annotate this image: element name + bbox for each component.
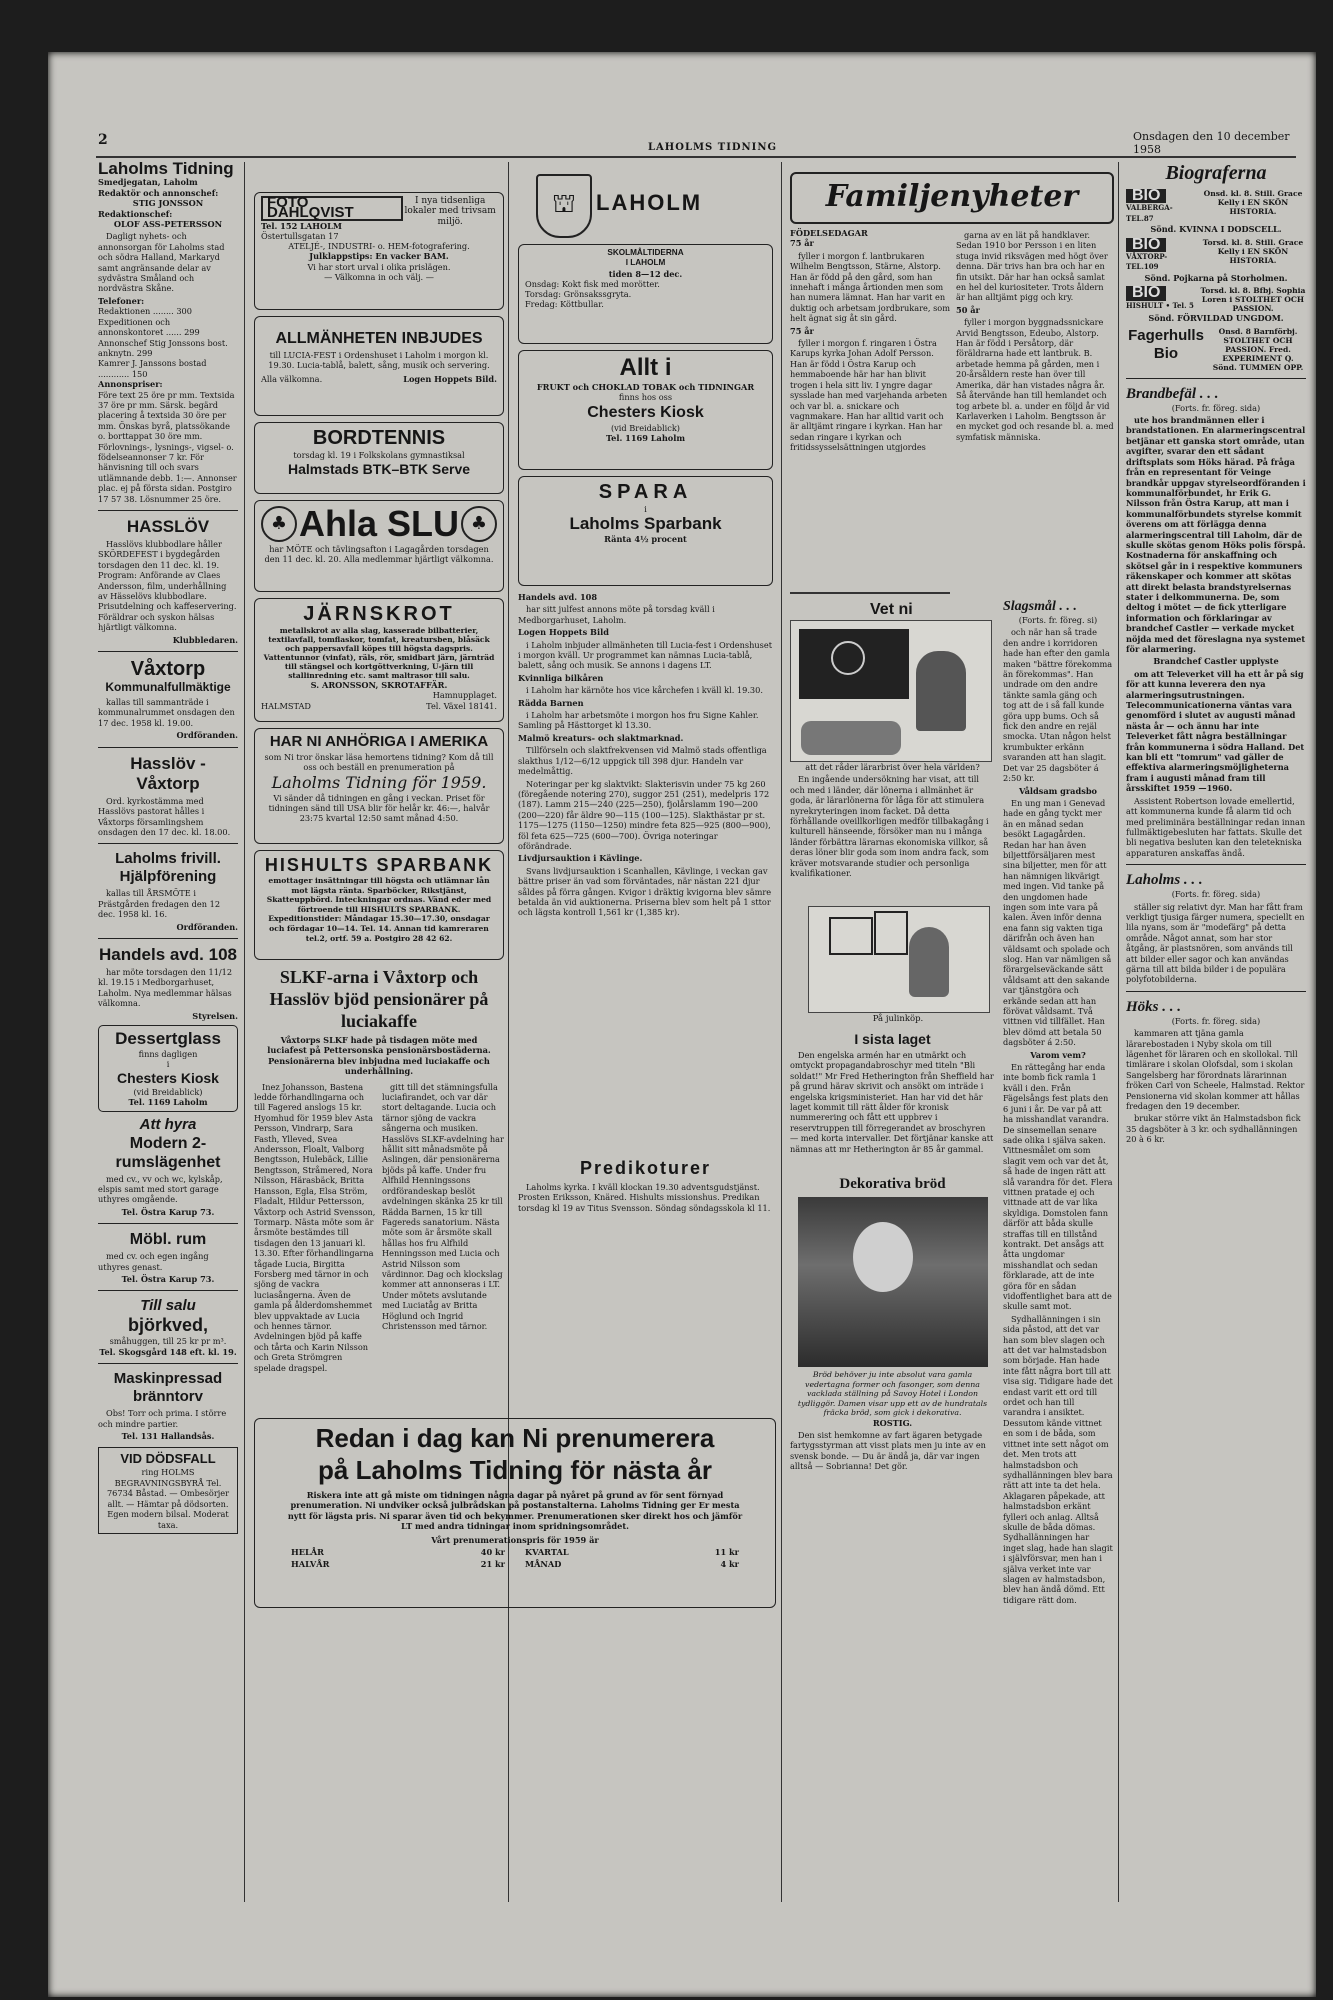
ahla-ad	[254, 500, 504, 592]
handels3-heading: Handels avd. 108	[518, 592, 598, 602]
woman-bread-photo	[798, 1197, 988, 1367]
vaxtorp-sign: Ordföranden.	[176, 730, 238, 741]
hoks-sub: (Forts. fr. föreg. sida)	[1171, 1015, 1261, 1026]
fod75-2-text: fyller i morgon f. ringaren i Östra Karups kyrka Johan Adolf Persson. Han är född i Östra Karup och hemmaboende här har han blivit trogen i hela sitt liv. I yngre dagar sysslade han med varjehanda arbeten och var bl. a. snickare och vagnmakare. Han har alltid varit och är alltjämt ringare i kyrkan. Han har sedan ringare i kyrkan och fritidssysselsättningen utgjordes	[790, 338, 948, 453]
dateline: Onsdagen den 10 december 1958	[1133, 130, 1290, 156]
hasslov-heading: HASSLÖV	[126, 517, 210, 536]
gift-box-icon	[874, 911, 908, 955]
valds-heading: Våldsam gradsbo	[1018, 785, 1098, 796]
dekor-caption: Bröd behöver ju inte absolut vara gamla vedertagna former och fasonger, som denna vacklada ställning på Savoy Hotel i London tydliggör. Damen visar upp ett av de hundratals fräcka bröd, som gick i dekorativa.	[797, 1370, 988, 1417]
hishult-heading: HISHULTS SPARBANK	[264, 855, 494, 875]
logen-heading: Logen Hoppets Bild	[518, 627, 609, 638]
column-rule	[781, 162, 782, 1902]
dessert-addr: (vid Breidablick)	[133, 1086, 203, 1097]
phone-line: Annonschef Stig Jonssons bost. anknytn. 299	[98, 337, 228, 358]
dodsfall-ad	[98, 1447, 238, 1533]
laholms-text: ställer sig relativt dyr. Man har fått fram verkligt tjusiga färger numera, speciellt en lila nyans, som är "modefärg" på detta område. Något annat, som har stor åtgång, är plastsnören, som används till att bilder eller sagor och kan användas gärna till att bilda bilder i de populära polyfotobilderna.	[1126, 901, 1305, 985]
dahlqvist-line2: Julklappstips: En vacker BAM.	[309, 251, 449, 262]
hishult-ad	[254, 850, 504, 960]
address: Smedjegatan, Laholm	[98, 177, 198, 188]
bio-listing	[1126, 235, 1306, 273]
column-rule	[508, 162, 509, 1902]
rostig-heading: ROSTIG.	[872, 1417, 913, 1428]
divider	[98, 938, 238, 939]
robertson-text: Assistent Robertson lovade emellertid, att kommunerna kunde få alarm tid och med preliminära beställningar redan innan fullmäktigebesluten har fattats. Skulle det bli negativa besluten kan den teletekniska apparaturen anskaffas ändå.	[1126, 795, 1306, 858]
dekor-heading: Dekorativa bröd	[839, 1176, 946, 1192]
castler-text: om att Televerket vill ha ett år på sig för att kunna leverera den nya alarmeringsutrustningen. Telecommunicationerna väntas vara genomförd i slutet av augusti månad nästa år — och ännu har inte Televerket fått några beställningar från kommunerna i södra Halland. Det kan bli ett "tomrum" vad gäller de effektiva alarmeringsmöjligheterna fram i augusti månad fram till årsskiftet 1959 —1960.	[1126, 668, 1305, 794]
bio3-left: HISHULT • Tel. 5	[1126, 300, 1194, 310]
skol-menu: Onsdag: Kokt fisk med morötter.	[525, 278, 660, 289]
divider	[98, 510, 238, 511]
allt-addr: (vid Breidablick)	[610, 422, 681, 433]
dessert-sub: finns dagligen	[138, 1048, 198, 1059]
julinkop-illustration	[808, 906, 990, 1013]
mobl-heading: Möbl. rum	[129, 1231, 207, 1249]
slag-text: och när han så trade den andre i korridoren hade han efter den gamla maken "bättre förekomma än förekommas". Han undrade om den andre tänkte samla gäng och tog att de i så fall kunde göra upp bums. Och så fick den andre en rejäl smocka. Utan någon helst krumbukter erkänn svaranden att han slagit. Det var 25 dagsböter á 2:50 kr.	[1003, 627, 1113, 784]
dahlqvist-tel: Tel. 152 LAHOLM	[261, 220, 342, 231]
frivill-text: kallas till ÅRSMÖTE i Prästgården fredagen den 12 dec. 1958 kl. 16.	[98, 888, 221, 920]
bio2-right: Torsd. kl. 8. Still. Grace Kelly i EN SKÖN HISTORIA.	[1202, 237, 1304, 265]
fod-right-text: garna av en lät på handklaver. Sedan 1910 bor Persson i en liten stuga invid riksvägen med högt över denna. Där trivs han bra och har en fin utsikt. Där har han också samlat en hel del kuriositeter. Trots åldern är han alltjämt pigg och kry.	[956, 230, 1108, 303]
bordtennis-match: Halmstads BTK–BTK Serve	[287, 461, 471, 478]
salu-big: björkved,	[127, 1315, 209, 1336]
ahla-heading: Ahla SLU	[298, 503, 459, 544]
fod-heading: FÖDELSEDAGAR	[790, 228, 868, 238]
hasslov-sign: Klubbledaren.	[172, 634, 238, 645]
bordtennis-heading: BORDTENNIS	[312, 427, 446, 449]
newspaper-page	[48, 52, 1316, 1997]
jarnskrot-heading: JÄRNSKROT	[303, 603, 455, 625]
hoks-text: kammaren att tjäna gamla lärarebostaden i Nyby skola om till lägenhet för läraren och en skollokal. Till timlärare i skolan Olofsdal, som i skolan Sangelsberg har förordnats lärarinnan fröken Carl von Scheele, Halmstad. Rektor Pensionerna vid skolan kommer att hållas fredagen den 19 december.	[1126, 1028, 1305, 1112]
allt-tel: Tel. 1169 Laholm	[605, 432, 686, 443]
bordtennis-text: torsdag kl. 19 i Folkskolans gymnastiksal	[293, 450, 465, 460]
redan-price-table	[291, 1547, 739, 1569]
price-value: 21 kr	[480, 1558, 505, 1569]
face-icon	[853, 1222, 913, 1292]
bottom-text: brukar större vikt än Halmstadsbon fick 35 dagsböter à 3 kr. och sydhallänningen 20 à 6 kr.	[1126, 1113, 1301, 1145]
vetni-heading: Vet ni	[870, 601, 913, 618]
dahlqvist-ad	[254, 192, 504, 310]
laholm-crest	[536, 174, 592, 238]
laholms-heading: Laholms . . .	[1126, 872, 1203, 889]
frivill-heading: Laholms frivill. Hjälpförening	[115, 850, 221, 886]
bio1-left: VALBERGA-TEL.87	[1126, 203, 1173, 223]
castler-heading: Brandchef Castler upplyste	[1153, 656, 1279, 667]
dahlqvist-addr: Östertullsgatan 17	[261, 230, 339, 241]
fod75-1-heading: 75 år	[790, 238, 814, 249]
slkf-article	[254, 966, 504, 1406]
salu-tel: Tel. Skogsgård 148 eft. kl. 19.	[99, 1346, 237, 1357]
price-label: HELÅR	[291, 1547, 324, 1558]
boy-icon	[909, 927, 949, 997]
livd-heading: Livdjursauktion i Kävlinge.	[518, 853, 643, 864]
prenumerera-ad	[254, 1418, 776, 1608]
amerika-text2: Vi sänder då tidningen en gång i veckan. Priset för tidningen sänd till USA blir för helår kr. 46:—, halvår 23:75 kvartal 12:50 samt månad 4:50.	[268, 792, 490, 824]
varom-text: En rättegång har enda inte bomb fick ramla 1 kväll i den. Från Fägelsångs fest plats den 6 juni i år. De var på att ha misshandlat varandra. De sinsemellan senare sade olika i själva saken. Vittnesmålet om som slagit vem och var det åt, så hade de ingen rätt att slå varandra för det. Flera vittnen pratade ej och vittnade att de var lika skyldiga. Domstolen fann därför att båda skulle straffas till en tillstånd kontrakt. Det ansågs att åtta ungdomar misshandlat och sedan förklarade, att de inte göra för en sådan vidoffentlighet bara att de skulle samt mot.	[1003, 1062, 1113, 1312]
familjenyheter-heading: Familjenyheter	[825, 179, 1079, 214]
divider	[98, 1363, 238, 1364]
editor-label: Redaktör och annonschef:	[98, 187, 219, 198]
dessert-ad	[98, 1025, 238, 1112]
vaxtorp-text: kallas till sammanträde i kommunalrummet onsdagen den 17 dec. 1958 kl. 19.00.	[98, 697, 235, 728]
bio1-right: Onsd. kl. 8. Still. Grace Kelly i EN SKÖN HISTORIA.	[1203, 189, 1303, 216]
skol-date: tiden 8—12 dec.	[608, 268, 683, 279]
inbjudes-sign: Logen Hoppets Bild.	[403, 373, 497, 384]
bio-listing	[1126, 327, 1306, 372]
jarnskrot-text: metallskrot av alla slag, kasserade bilbatterier, textilavfall, tomflaskor, tomfat, kreatursben, blåsäck och pappersavfall köpes till högsta dagspris.	[268, 626, 490, 653]
bio-logo: BIO	[1126, 286, 1166, 300]
globe-icon	[831, 641, 865, 675]
jarnskrot-tel: Tel. Växel 18141.	[426, 700, 497, 711]
mobl-text: med cv. och egen ingång uthyres genast.	[98, 1251, 209, 1272]
phone-line: Kamrer J. Janssons bostad ............ 150	[98, 358, 207, 379]
fodelsedagar-col-b	[956, 228, 1114, 588]
clover-emblem-icon: ♣	[461, 506, 497, 542]
hyra-heading: Att hyra	[139, 1115, 197, 1133]
mask-tel: Tel. 131 Hallandsås.	[121, 1431, 215, 1442]
price-value: 4 kr	[720, 1558, 739, 1569]
jarnskrot-addr: Hamnupplaget.	[432, 690, 497, 701]
sista-laget	[790, 1030, 995, 1170]
mask-text: Obs! Torr och prima. I större och mindre partier.	[98, 1408, 227, 1429]
fod50-heading: 50 år	[956, 304, 980, 315]
bio-logo: BIO	[1126, 238, 1166, 252]
livd-text: Svans livdjursauktion i Scanhallen, Kävlinge, i veckan gav bättre priser än vad som förväntades, när nästan 221 djur såldes på förra gången. Kvigor i dräktig kvigorna blev sämre betalda än vid auktionerna. Priserna blev som helt på 1 sttor och lägsta kontroll 1,561 kr (1,385 kr).	[518, 865, 772, 918]
dodsfall-text: ring HOLMS BEGRAVNINGSBYRÅ Tel. 76734 Båstad. — Ombesörjer allt. — Hämtar på dödsorten. Egen modern bilsal. Moderat taxa.	[106, 1467, 230, 1530]
salu-text: småhuggen, till 25 kr pr m³.	[109, 1336, 227, 1347]
valds-text: En ung man i Genevad hade en gång tyckt mer än en månad sedan besökt Lagagården. Redan har han även biljettförsäljaren mest sina biljetter, men för att han nämnigen likvärigt med ingen. Vid tanke på den ungdomen hade ingen som inte vara på kalen. Även inför denna ena fann sig vakten tiga därifrån och även han väldsamt och spolade och slog. Han var nämligen så förargelseväckande sätt våldsamt att den sakande var tjänstgöra och erkände sedan att han förövat våldsamt. Två vittnen vid tillfället. Han blev dömd att betala 50 dagsböter á 2:50.	[1003, 797, 1112, 1048]
slag-heading: Slagsmål . . .	[1003, 599, 1077, 614]
bio3-right: Torsd. kl. 8. Bfbj. Sophia Loren i STOLTHET OCH PASSION.	[1200, 286, 1306, 314]
pred-text: Laholms kyrka. I kväll klockan 19.30 adventsgudstjänst. Prosten Eriksson, Knäred. Hishults missionshus. Predikan torsdag kl 19 av Titus Svensson. Söndag söndagsskola kl 11.	[518, 1182, 771, 1213]
malmo-text: Tillförseln och slaktfrekvensen vid Malmö stads offentliga slakthus 1/12—6/12 uppgick till 398 djur. Handeln var medelmåttig.	[518, 745, 767, 777]
fod75-1-text: fyller i morgon f. lantbrukaren Wilhelm Bengtsson, Stärne, Alstorp. Han är född på den gård, som han innehaft i många årtionden men som han numera lämnat. Han har varit en duktig och arbetsam jordbrukare, som helt ägnat sig åt sin gård.	[790, 250, 950, 324]
dahlqvist-line3: Vi har stort urval i olika prislägen.	[307, 261, 451, 272]
bio2-left: VÅXTORP-TEL.109	[1126, 252, 1168, 272]
redan-prices-heading: Vårt prenumerationspris för 1959 är	[431, 1535, 599, 1546]
redan-heading-2: på Laholms Tidning för nästa år	[318, 1455, 712, 1485]
malmo-text2: Noteringar per kg slaktvikt: Slakterisvin under 75 kg 260 (föregående notering 270), suggor 251 (251), medelpris 172 (187). Lamm 215—240 (225—250), fjolårslamm 190—200 (200—220) får äldre 90—115 (100—125). Slakthästar pr st. 1175—1275 (1150—1250) mindre feta 825—925 (800—900), föl feta 625—725 (600—700). Övriga noteringar oförändrade.	[518, 778, 771, 851]
amerika-ad	[254, 728, 504, 844]
amerika-heading: HAR NI ANHÖRIGA I AMERIKA	[269, 733, 489, 750]
jarnskrot-ad	[254, 598, 504, 722]
editor-name: STIG JONSSON	[132, 198, 204, 209]
fodelsedagar-col-a	[790, 228, 950, 588]
hoks-heading: Höks . . .	[1126, 998, 1182, 1015]
spara-name: Laholms Sparbank	[569, 514, 722, 534]
rostig-text: Den sist hemkomne av fart ägaren betygade fartygsstyrman att visst plats men ju inte av en svensk bonde. — Du är ändå ja, där var ingen alltså — Sobrianna! Det gör.	[790, 1429, 986, 1472]
dahlqvist-right: I nya tidsenliga lokaler med trivsam miljö.	[404, 196, 496, 227]
column-5	[1003, 598, 1113, 1618]
handels-sign: Styrelsen.	[192, 1010, 238, 1021]
hv-heading: Hasslöv - Våxtorp	[130, 753, 206, 793]
amerika-text: som Ni tror önskar läsa hemortens tidning? Kom då till oss och beställ en prenumeration på	[264, 752, 494, 773]
divider	[98, 747, 238, 748]
vaxtorp-heading: Våxtorp	[130, 658, 206, 681]
slkf-text-left: Inez Johansson, Bastena ledde förhandlingarna och till Fagered anslogs 15 kr. Hyomhud för 1959 blev Asta Persson, Vindrarp, Sara Fasth, Ylleved, Svea Andersson, Floalt, Valborg Bengtsson, Hulebäck, Lillie Bengtsson, Stråmered, Nora Nilsson, Härasbäck, Britta Hansson, Egla, Elsa Ström, Fladalt, Hildur Pettersson, Våxtorp och Astrid Svensson, Tormarp. Nästa möte som är årsmöte bestämdes till tisdagen den 13 januari kl. 13.30. Efter förhandlingarna tågade Lucia, Birgitta Forsberg med tärnor in och sjöng de vackra luciasångerna. Även de gamla på ålderdomshemmet blev uppvaktade av Lucia och hennes tärnor. Avdelningen bjöd på kaffe och tårta och Karin Nilsson och Greta Strömgren spelade dragspel.	[254, 1081, 376, 1373]
skol-menu: Fredag: Köttbullar.	[525, 299, 604, 310]
dessert-kiosk: Chesters Kiosk	[117, 1069, 219, 1086]
julinkop-caption: På julinköp.	[872, 1014, 924, 1024]
dodsfall-heading: VID DÖDSFALL	[120, 1451, 216, 1467]
page-number: 2	[98, 132, 108, 148]
phone-label: Telefoner:	[98, 295, 145, 306]
slkf-text-right: gitt till det stämningsfulla luciafirandet, och var där stort deltagande. Lucia och tärnor sjöng de vackra sångerna och musiken. Hasslövs SLKF-avdelning har hållit sitt månadsmöte på Aslingen, där pensionärerna bjöds på kaffe. Under fru Alfhild Henningssons ordförandeskap beslöt avdelningen skänka 25 kr till Rädda Barnen, 15 kr till Fagereds sanatorium. Nästa möte som är årsmöte skall hållas hos fru Alfhild Henningsson med Lucia och Astrid Nilsson som värdinnor. Dag och klockslag kommer att annonseras i LT. Under mötets avslutande med Luciatåg av Britta Höglund och Ingrid Christensson med tärnor.	[382, 1081, 504, 1331]
radda-text: i Laholm har arbetsmöte i morgon hos fru Signe Kahler. Samling på Hästtorget kl 13.30.	[518, 710, 759, 731]
jarnskrot-firm: S. ARONSSON, SKROTAFFÄR.	[310, 680, 448, 690]
handels-heading: Handels avd. 108	[99, 944, 237, 964]
bio1-sunday: Sönd. KVINNA I DODSCELL.	[1150, 224, 1282, 235]
gift-box-icon	[829, 917, 873, 955]
spara-i: i	[644, 504, 647, 514]
inbjudes-welcome: Alla välkomna.	[261, 373, 323, 384]
brand-heading: Brandbefäl . . .	[1126, 385, 1219, 402]
skol-menu: Torsdag: Grönsakssgryta.	[525, 289, 632, 300]
vetni-caption: att det råder lärarbrist över hela världen?	[805, 762, 980, 772]
varom-heading: Varom vem?	[1030, 1049, 1086, 1060]
handels3-text: har sitt julfest annons möte på torsdag kväll i Medborgarhuset, Laholm.	[518, 604, 715, 625]
salu-heading: Till salu	[140, 1297, 196, 1315]
phone-line: Expeditionen och annonskontoret ...... 299	[98, 316, 200, 338]
mask-heading: Maskinpressad bränntorv	[113, 1370, 223, 1406]
skolmaltid-box	[518, 244, 773, 344]
crest-icon: ⛫	[552, 189, 576, 219]
malmo-heading: Malmö kreaturs- och slaktmarknad.	[518, 732, 684, 743]
bio4-name: Fagerhulls Bio	[1128, 326, 1204, 362]
price-label: HALVÅR	[291, 1558, 330, 1569]
bio-listing	[1126, 286, 1306, 313]
frivill-sign: Ordföranden.	[176, 921, 238, 932]
section-rule	[790, 592, 950, 594]
redsec-name: OLOF ASS-PETERSSON	[113, 219, 223, 230]
teacher-illustration	[790, 620, 992, 762]
column-6	[1126, 160, 1306, 1900]
hyra-tel: Tel. Östra Karup 73.	[121, 1206, 215, 1217]
divider	[1126, 378, 1306, 379]
amerika-title: Laholms Tidning för 1959.	[271, 772, 487, 792]
bio3-sunday: Sönd. FÖRVILDAD UNGDOM.	[1148, 313, 1284, 324]
pupils-icon	[801, 721, 901, 755]
masthead: Laholms Tidning	[98, 160, 234, 178]
divider	[98, 651, 238, 652]
divider	[98, 1290, 238, 1291]
jarnskrot-city: HALMSTAD	[261, 700, 311, 711]
kvinn-heading: Kvinnliga bilkåren	[518, 672, 604, 683]
price-value: 11 kr	[714, 1547, 739, 1558]
spara-ad	[518, 476, 773, 586]
hv-text: Ord. kyrkostämma med Hasslövs pastorat hålles i Våxtorps församlingshem onsdagen den 17 dec. kl. 18.00.	[98, 795, 231, 837]
skol-heading: SKOLMÅLTIDERNA	[607, 248, 684, 257]
divider	[1126, 991, 1306, 992]
allt-heading: Allt i	[619, 354, 672, 381]
radda-heading: Rädda Barnen	[518, 697, 584, 708]
slag-sub: (Forts. fr. föreg. si)	[1018, 615, 1098, 625]
allt-finns: finns hos oss	[618, 392, 673, 403]
vetni-box	[790, 600, 995, 900]
familjenyheter-banner	[790, 172, 1114, 224]
kvinn-text: i Laholm har kärnöte hos vice kårchefen i kväll kl. 19.30.	[526, 685, 763, 696]
laholms-sub: (Forts. fr. föreg. sida)	[1171, 889, 1261, 900]
divider	[98, 843, 238, 844]
dessert-heading: Dessertglass	[115, 1028, 221, 1048]
dahlqvist-line1: ATELJÉ-, INDUSTRI- o. HEM-fotografering.	[288, 241, 470, 252]
laholm-heading: LAHOLM	[596, 190, 703, 215]
prices-text: Före text 25 öre pr mm. Textsida 37 öre pr mm. Särsk. begärd placering å textsida 30 öre per mm. Önskas byrå, platssökande o. borttappat 30 öre mm. Förlovnings-, lysnings-, vigsel- o. födelseannonser 7 kr. För hänvisning till och svars utlämnande debb. 1:—. Annonser plac. ej på första sidan. Postgiro 17 57 38. Lösnummer 25 öre.	[98, 389, 237, 504]
running-head: LAHOLMS TIDNING	[648, 142, 778, 153]
skol-sub: I LAHOLM	[625, 258, 666, 268]
inbjudes-text: till LUCIA-FEST i Ordenshuset i Laholm i morgon kl. 19.30. Lucia-tablå, balett, sång, musik och servering.	[268, 350, 490, 371]
spara-heading: SPARA	[598, 481, 693, 503]
redsec-label: Redaktionschef:	[98, 208, 173, 219]
bordtennis-ad	[254, 422, 504, 494]
redan-heading-1: Redan i dag kan Ni prenumerera	[315, 1423, 715, 1453]
prices-label: Annonspriser:	[98, 379, 163, 390]
redan-text: Riskera inte att gå miste om tidningen några dagar på nyåret på grund av för sent förnyad prenumeration. Ni undviker också julbrådskan på postanstalterna. Laholms Tidning ger Er mesta nytt för lägsta pris. Ni sparar även tid och bekymmer. Prenumerationen sker direkt hos och jämför LT med andra tidningar inom spridningsområdet.	[287, 1490, 743, 1531]
bio-heading: Biograferna	[1165, 162, 1267, 184]
slkf-lead: Våxtorps SLKF hade på tisdagen möte med luciafest på Pettersonska pensionärsbostäderna. Pensionärerna blev inbjudna med luciakaffe och underhållning.	[267, 1035, 491, 1077]
dekorativa-brod	[790, 1174, 995, 1614]
vaxtorp-sub: Kommunalfullmäktige	[105, 680, 231, 695]
divider	[1126, 864, 1306, 865]
dahlqvist-logo: FOTO DAHLQVIST	[261, 196, 403, 221]
dahlqvist-line4: — Välkomna in och välj. —	[324, 272, 434, 283]
handels-text: har möte torsdagen den 11/12 kl. 19.15 i Medborgarhuset, Laholm. Nya medlemmar hälsas välkomna.	[98, 966, 233, 1009]
predikoturer	[518, 1156, 773, 1276]
allt-sub: FRUKT och CHOKLAD TOBAK och TIDNINGAR	[536, 382, 755, 392]
fod75-2-heading: 75 år	[790, 325, 814, 336]
hasslov-text: Hasslövs klubbodlare håller SKÖRDEFEST i bygdegården torsdagen den 11 dec. kl. 19. Program: Anförande av Claes Andersson, film, underhållning av Hässelövs klubbodlare. Prisutdelning och kaffeservering. Föräldrar och syskon hälsas hjärtligt välkomna.	[98, 539, 237, 633]
dessert-i: i	[166, 1059, 170, 1070]
clover-emblem-icon: ♣	[261, 506, 297, 542]
hyra-text: med cv., vv och wc, kylskåp, elspis samt med stort garage uthyres omgående.	[98, 1173, 223, 1205]
brand-sub: (Forts. fr. föreg. sida)	[1171, 402, 1261, 413]
pred-heading: Predikoturer	[579, 1158, 712, 1178]
column-3-news	[518, 592, 773, 1152]
slkf-heading: SLKF-arna i Våxtorp och Hasslöv bjöd pensionärer på luciakaffe	[269, 967, 489, 1031]
about-text: Dagligt nyhets- och annonsorgan för Laholms stad och södra Halland, Markaryd samt angränsande delar av sydvästra Småland och nordvästra Skåne.	[98, 231, 225, 294]
inbjudes-heading: ALLMÄNHETEN INBJUDES	[275, 330, 483, 347]
dessert-tel: Tel. 1169 Laholm	[128, 1097, 208, 1108]
bio4-right: Onsd. 8 Barnförbj. STOLTHET OCH PASSION. Fred. EXPERIMENT Q. Sönd. TUMMEN OPP.	[1212, 326, 1304, 372]
phone-line: Redaktionen ........ 300	[98, 306, 192, 317]
brand-text: ute hos brandmännen eller i brandstationen. En alarmeringscentral betjänar ett ganska stort område, utan avgifter, svarar den ett sådant driftsplats som Höks härad. På fråga från en representant för Veinge brandkår uppgav styrelseordföranden i kommunalförbundet, hr Erik G. Nilsson från Östra Karup, att man i kommunalförbundets styrelse kommit överens om att förlägga denna alarmeringscentral till Laholm, där de skulle skötas genom Höks polis förspå. Kostnaderna för anskaffning och skötsel går in i respektive kommuners räkenskaper och kommer att skötas att direkt belasta brandstyrelsernas stater i delkommunerna. De, som deltog i mötet — de fick ytterligare information och förklaringar av brandchef Castler — verkade mycket nöjda med det föreslagna nya systemet för alarmering.	[1126, 415, 1306, 654]
inbjudes-ad	[254, 316, 504, 416]
mobl-tel: Tel. Östra Karup 73.	[121, 1274, 215, 1285]
spara-rate: Ränta 4½ procent	[604, 534, 687, 545]
logen-text: i Laholm inbjuder allmänheten till Lucia-fest i Ordenshuset i morgon kväll. Ur programmet kan nämnas Lucia-tablå, balett, sång och musik. Se annons i dagens LT.	[518, 639, 773, 671]
sista-text: Den engelska armén har en utmärkt och omtyckt propagandabroschyr med titeln "Bli soldat!" Mr Fred Hetherington från Sheffield har på grund härav skrivit och ansökt om inträde i engelska krigsministeriet. Han har vid det här laget kommit till rätt ålder för kronisk nummerering och fått ett uppbrev i reservtruppen till förregerandet av broschyren — med korta intervaller. Det förtjänar kanske att nämnas att mr Hetherington är 85 år gammal.	[790, 1050, 994, 1154]
teacher-icon	[916, 651, 966, 731]
sydh-text: Sydhallänningen i sin sida påstod, att det var han som blev slagen och att det var halmstadsbon som började. Han hade inte fått några bort till att visa sig. Tidigare hade det endast varit ett ord till ordet och han till varandra i ansiktet. Dessutom kände vittnet en som i de båda, som vittnet inte sett något om det. Men trots att halmstadsbon och sydhallänningen blev bara rätt att inte ta det hela. Aklagaren påpekade, att halmstadsbon erkänt fylleri och anlag. Alltså skulle de båda dömas. Sydhallänningen har inget slag, hade han slagit i självförsvar, men han i själva verket inte var slagen av halmstadsbon, blev han ändå dömd. Ett tidigare rätt dom.	[1003, 1313, 1113, 1605]
allt-kiosk: Chesters Kiosk	[587, 403, 704, 421]
allt-ad	[518, 350, 773, 470]
jarnskrot-text2: Vattentunnor (vinfat), räls, rör, smidbart järn, järnträd till stängsel och kortgöttverkning, U-järn till stallinredning etc. samt maltrasor till salu.	[263, 653, 495, 680]
column-rule	[1118, 162, 1119, 1902]
hyra-big: Modern 2-rumslägenhet	[115, 1134, 221, 1171]
column-rule	[244, 162, 245, 1902]
divider	[98, 1223, 238, 1224]
bio-logo: BIO	[1126, 189, 1166, 203]
column-1	[98, 160, 238, 1910]
header-rule	[96, 156, 1296, 158]
price-label: KVARTAL	[525, 1547, 569, 1558]
ahla-text: har MÖTE och tävlingsafton i Lagagården torsdagen den 11 dec. kl. 20. Alla medlemmar hjärtligt välkomna.	[264, 544, 494, 565]
sista-heading: I sista laget	[854, 1031, 931, 1047]
bio2-sunday: Sönd. Pojkarna på Storholmen.	[1144, 272, 1288, 283]
price-value: 40 kr	[480, 1547, 505, 1558]
bio-listing	[1126, 189, 1306, 224]
fod50-text: fyller i morgon byggnadssnickare Arvid Bengtsson, Edeubo, Alstorp. Han är född i Persåtorp, där föräldrarna hade ett lantbruk. B. arbetade hemma på gården, men i 20-årsåldern reste han över till Amerika, där han vistades några år. Så återvände han till hemlandet och tog arbete bl. a. under en följd år vid Karlaverken i Laholm. Bengtsson är en mycket god och resande bl. a. med symfatisk människa.	[956, 317, 1114, 442]
vetni-text: En ingående undersökning har visat, att till och med i länder, där lönerna i allmänhet är goda, är lärarlönerna för låga för att stimulera nyrekryteringen inom facket. Då detta förhållande oveillkorligen medför tillbakagång i kulturell hänseende, försöker man nu i många länder förbättra lärarnas ekonomiska villkor, så deras löner blir goda som inom andra fack, som kräver motsvarande studier och personliga kvalifikationer.	[790, 774, 989, 879]
hishult-text: emottager insättningar till högsta och utlämnar lån mot lägsta ränta. Sparböcker, Rikstjänst, Skatteuppbörd. Inteckningar ordnas. Vänd eder med förtroende till HISHULTS SPARBANK. Expeditionstider: Måndagar 15.30—17.30, onsdagar och fördagar 10—14. Tel. 14. Annan tid kamreraren tel.2, ortf. 59 a. Postgiro 28 42 62.	[266, 876, 492, 943]
price-label: MÅNAD	[525, 1558, 562, 1569]
